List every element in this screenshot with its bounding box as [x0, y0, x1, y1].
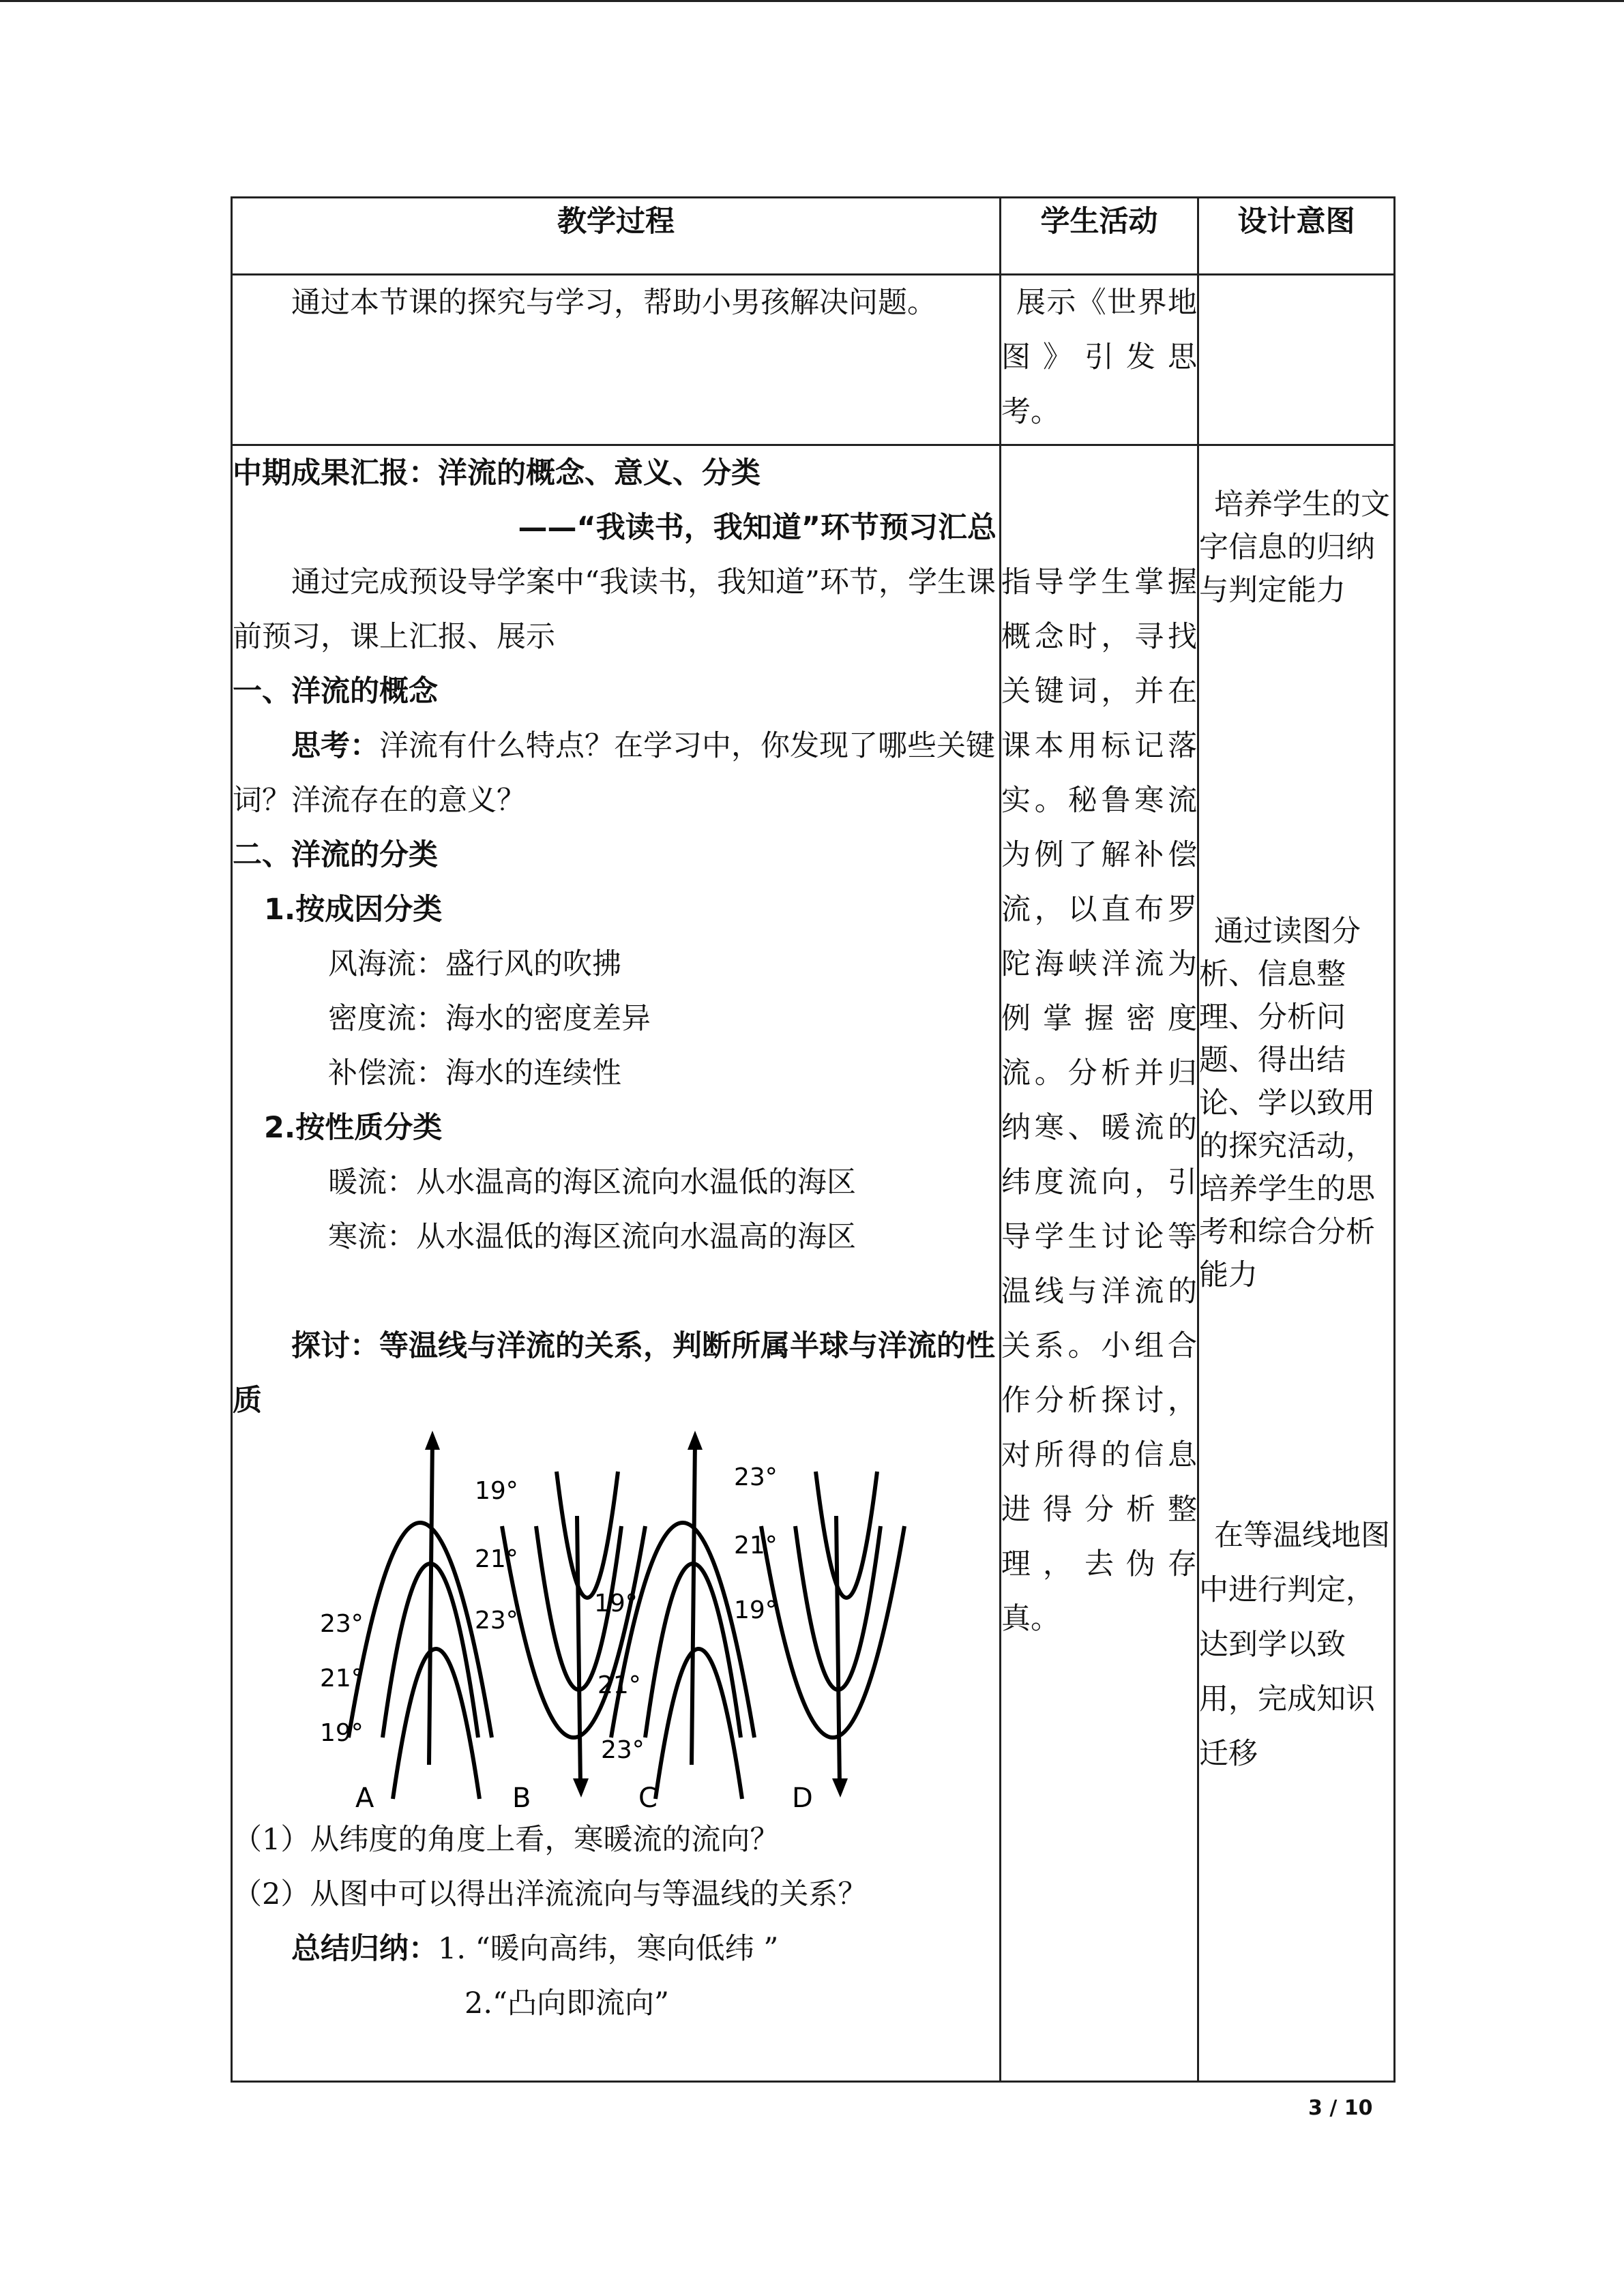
row2-activity-text: 指导学生掌握概念时，寻找关键词，并在课本用标记落实。秘鲁寒流为例了解补偿流，以直布罗陀海峡洋流为例掌握密度流。分析并归纳寒、暖流的纬度流向，引导学生讨论等温线与洋流的关系。小组合作分析探讨，对所得的信息进得分析整理，去伪存真。: [1001, 565, 1197, 1636]
isotherm-label: 21°: [734, 1532, 778, 1560]
nature-item: 暖流：从水温高的海区流向水温低的海区: [328, 1165, 856, 1199]
think-paragraph: [233, 719, 999, 828]
isotherm-label: 19°: [320, 1719, 364, 1747]
nature-title: 2.按性质分类: [264, 1111, 443, 1145]
isotherm-label: 19°: [475, 1477, 518, 1505]
table-row-main: [232, 445, 1395, 2082]
page-number: 3 / 10: [1308, 2096, 1373, 2120]
header-student-activity: 学生活动: [1001, 198, 1198, 275]
figure-d: [761, 1472, 904, 1785]
isotherm-label: 23°: [320, 1610, 364, 1638]
discussion-prompt: 探讨：等温线与洋流的关系，判断所属半球与洋流的性质: [233, 1329, 995, 1418]
section-heading: 中期成果汇报：洋流的概念、意义、分类: [233, 456, 761, 490]
figure-a: [349, 1440, 492, 1799]
figure-label-b: B: [512, 1783, 531, 1813]
row2-activity-cell: [1001, 445, 1198, 2082]
intent-text-3: 在等温线地图中进行判定，达到学以致用，完成知识迁移: [1199, 1519, 1390, 1771]
cause-item: 密度流：海水的密度差异: [328, 1002, 651, 1036]
isotherm-label: 23°: [601, 1736, 645, 1764]
arrow-up-icon: [688, 1431, 703, 1450]
isotherm-label: 19°: [734, 1596, 778, 1624]
isotherm-label: 21°: [320, 1665, 364, 1693]
table-header-row: [232, 198, 1395, 275]
summary-label: 总结归纳：: [291, 1932, 438, 1966]
nature-item: 寒流：从水温低的海区流向水温高的海区: [328, 1220, 856, 1254]
question-1: （1）从纬度的角度上看，寒暖流的流向？: [233, 1823, 780, 1857]
lesson-plan-table: [231, 196, 1396, 2083]
row1-activity-text: 展示《世界地图》引发思考。: [1001, 286, 1197, 429]
arrow-down-icon: [573, 1778, 589, 1798]
figure-label-a: A: [355, 1783, 374, 1813]
row2-intent-cell: [1198, 445, 1395, 2082]
isotherm-current-figure: [301, 1431, 935, 1813]
intent-text-1: 培养学生的文字信息的归纳与判定能力: [1199, 488, 1390, 608]
summary-rule-1: 1. “暖向高纬，寒向低纬 ”: [438, 1932, 779, 1966]
cause-title: 1.按成因分类: [264, 893, 443, 927]
page-top-border: [0, 0, 1624, 2]
think-text: 洋流有什么特点？在学习中，你发现了哪些关键词？洋流存在的意义？: [233, 729, 995, 818]
row1-activity-cell: [1001, 275, 1198, 445]
concept-title: 一、洋流的概念: [233, 674, 438, 709]
intro-paragraph: 通过完成预设导学案中“我读书，我知道”环节，学生课前预习，课上汇报、展示: [233, 565, 996, 654]
figure-label-c: C: [638, 1783, 658, 1813]
row1-intent-cell: [1198, 275, 1395, 445]
row2-process-cell: [232, 445, 1001, 2082]
section-subheading: ——“我读书，我知道”环节预习汇总: [518, 511, 996, 545]
question-2: （2）从图中可以得出洋流流向与等温线的关系？: [233, 1877, 868, 1911]
summary-line-1: [233, 1922, 999, 1976]
row1-process-text: 通过本节课的探究与学习，帮助小男孩解决问题。: [291, 286, 936, 320]
header-design-intent: 设计意图: [1198, 198, 1395, 275]
cause-item: 风海流：盛行风的吹拂: [328, 947, 621, 981]
isotherm-label: 23°: [475, 1607, 518, 1635]
header-teaching-process: 教学过程: [232, 198, 1001, 275]
arrow-up-icon: [425, 1431, 440, 1450]
isotherm-label: 19°: [594, 1590, 638, 1617]
isotherm-label: 21°: [597, 1671, 641, 1699]
row1-process-cell: [232, 275, 1001, 445]
intent-text-2: 通过读图分析、信息整理、分析问题、得出结论、学以致用的探究活动，培养学生的思考和综合分析能力: [1199, 914, 1375, 1292]
think-label: 思考：: [291, 729, 379, 763]
table-row-intro: [232, 275, 1395, 445]
figure-label-d: D: [792, 1783, 813, 1813]
isotherm-label: 23°: [734, 1463, 778, 1491]
isotherm-label: 21°: [475, 1545, 518, 1573]
arrow-down-icon: [832, 1778, 848, 1798]
cause-item: 补偿流：海水的连续性: [328, 1056, 621, 1090]
summary-rule-2: 2.“凸向即流向”: [464, 1986, 669, 2021]
classification-title: 二、洋流的分类: [233, 838, 438, 872]
